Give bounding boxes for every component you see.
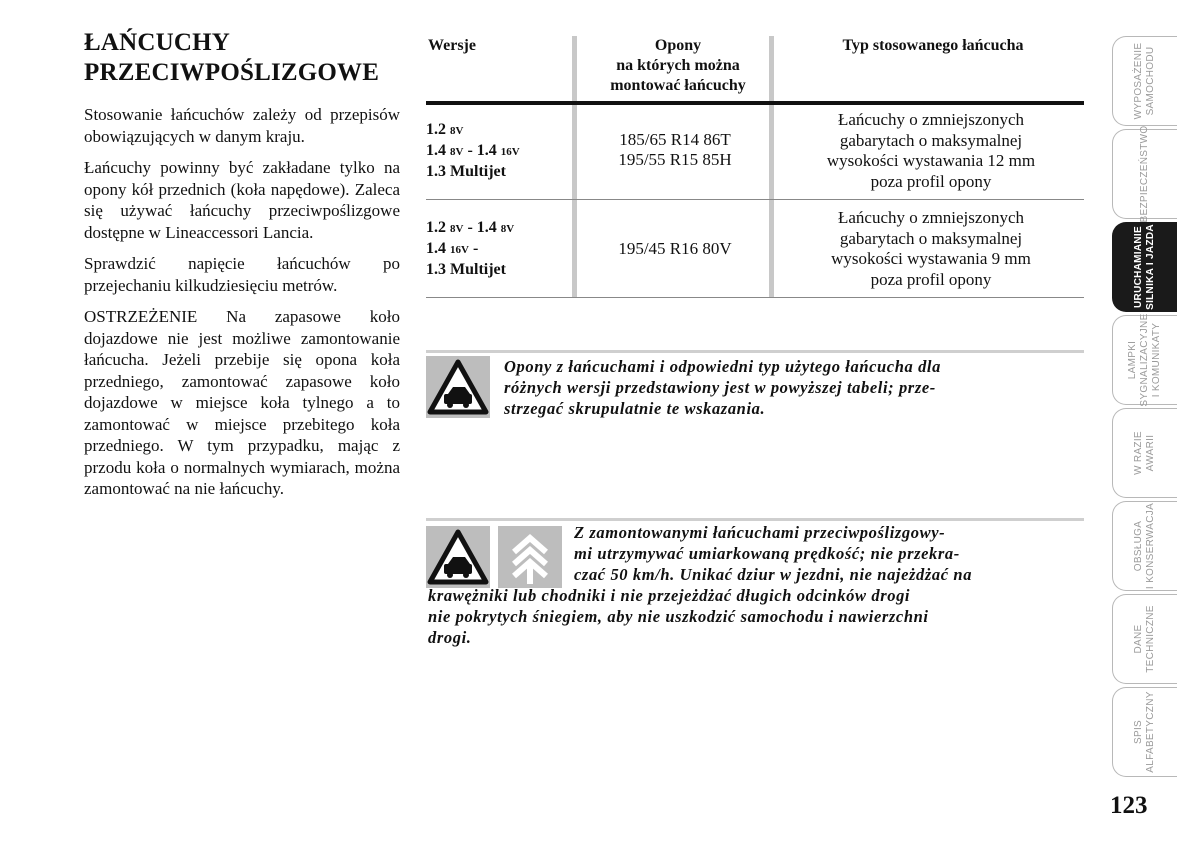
chain-text: poza profil opony <box>870 171 992 191</box>
tab-wyposazenie[interactable] <box>1112 36 1177 126</box>
header-rule <box>426 101 1084 105</box>
version-sub: 16V <box>500 146 520 158</box>
tab-label: BEZPIECZEŃSTWO <box>1139 125 1150 223</box>
warning-text-2-full <box>428 585 1084 648</box>
header-tyres-line1: Opony <box>654 37 702 54</box>
warning-rule <box>426 350 1084 353</box>
paragraph-1: Stosowanie łańcuchów zależy od przepisów obowiązujących w danym kraju. <box>84 105 400 146</box>
warning-box-1 <box>426 350 1084 430</box>
version-text: 1.3 Multijet <box>426 163 506 180</box>
warning-line: Opony z łańcuchami i odpowiedni typ użytego łańcucha dla <box>504 357 941 376</box>
version-text: 1.4 <box>476 219 497 236</box>
warning-line: krawężniki lub chodniki i nie przejeżdżać długich odcinków drogi <box>428 586 911 605</box>
version-sep: - <box>468 240 479 257</box>
tyre-size: 185/65 R14 86T <box>619 130 731 149</box>
version-sep: - <box>463 219 477 236</box>
header-tyres <box>578 36 778 96</box>
tab-dane-techniczne[interactable] <box>1112 594 1177 684</box>
chevrons-up-icon <box>498 526 562 588</box>
paragraph-warning: OSTRZEŻENIE Na zapasowe koło dojazdowe nie jest możliwe zamontowanie łańcucha. Jeżeli przebije się opona koła przedniego, zamontować zapasowe koło dojazdowe w miejsce koła tylnego a to zamontować w miejsce przebitego koła przedniego. W tym przypadku, mając z przodu koła o normalnych wymiarach, można zamontować na nie łańcuchy. <box>84 307 400 498</box>
version-text: 1.2 <box>426 219 446 236</box>
chain-text: Łańcuchy o zmniejszonych <box>838 208 1024 227</box>
row-divider <box>426 297 1084 298</box>
header-tyres-line2: na których można <box>616 57 740 74</box>
version-sub: 8V <box>450 146 464 158</box>
header-chain-type: Typ stosowanego łańcucha <box>842 37 1024 54</box>
section-title <box>84 28 400 88</box>
row-versions <box>426 120 520 182</box>
warning-box-2 <box>426 518 1084 658</box>
header-tyres-line3: montować łańcuchy <box>610 77 746 94</box>
section-title-line2: PRZECIWPOŚLIZGOWE <box>84 59 380 86</box>
version-text: 1.4 <box>476 142 497 159</box>
tab-label: LAMPKI SYGNALIZACYJNE I KOMUNIKATY <box>1127 313 1162 407</box>
tab-bezpieczenstwo[interactable] <box>1112 125 1177 223</box>
page-number: 123 <box>1110 792 1148 819</box>
tab-label: W RAZIE AWARII <box>1133 431 1156 475</box>
warning-line: strzegać skrupulatnie te wskazania. <box>504 399 766 418</box>
row-tyres <box>578 239 772 259</box>
warning-line: drogi. <box>428 628 472 647</box>
tab-label: OBSŁUGA I KONSERWACJA <box>1133 502 1156 590</box>
tab-label: DANE TECHNICZNE <box>1133 605 1156 673</box>
version-text: 1.2 <box>426 121 446 138</box>
version-sub: 8V <box>500 223 515 235</box>
version-text: 1.4 <box>426 240 446 257</box>
tab-label: URUCHAMIANIE SILNIKA I JAZDA <box>1133 224 1156 310</box>
tab-label: WYPOSAŻENIE SAMOCHODU <box>1133 42 1156 120</box>
version-sub: 8V <box>450 223 464 235</box>
warning-line: mi utrzymywać umiarkowaną prędkość; nie przekra- <box>574 544 960 563</box>
row-chain-type <box>778 208 1084 290</box>
row-chain-type <box>778 110 1084 192</box>
header-versions: Wersje <box>428 37 476 54</box>
tab-w-razie-awarii[interactable] <box>1112 408 1177 498</box>
version-sub: 8V <box>450 125 464 137</box>
table-header <box>426 36 1084 100</box>
warning-car-icon <box>426 526 490 588</box>
section-title-line1: ŁAŃCUCHY <box>84 29 231 56</box>
tab-label: SPIS ALFABETYCZNY <box>1133 691 1156 773</box>
paragraph-3: Sprawdzić napięcie łańcuchów po przejechaniu kilkudziesięciu metrów. <box>84 254 400 295</box>
row-tyres <box>578 130 772 170</box>
tyre-size: 195/45 R16 80V <box>618 239 732 258</box>
left-column <box>84 28 400 510</box>
chain-text: gabarytach o maksymalnej <box>839 130 1023 150</box>
warning-line: czać 50 km/h. Unikać dziur w jezdni, nie najeżdżać na <box>574 565 973 584</box>
row-versions <box>426 218 514 280</box>
version-sep: - <box>463 142 477 159</box>
warning-line: Z zamontowanymi łańcuchami przeciwpoślizgowy- <box>574 523 946 542</box>
warning-text-1 <box>504 356 1084 419</box>
chains-table <box>426 36 1084 289</box>
tab-spis-alfabetyczny[interactable] <box>1112 687 1177 777</box>
warning-line: nie pokrytych śniegiem, aby nie uszkodzić samochodu i nawierzchni <box>428 607 929 626</box>
warning-car-icon <box>426 356 490 418</box>
chain-text: Łańcuchy o zmniejszonych <box>838 110 1024 129</box>
chain-text: wysokości wystawania 9 mm <box>831 249 1031 268</box>
warning-text-2-right <box>574 522 1084 585</box>
tab-obsluga[interactable] <box>1112 501 1177 591</box>
tab-uruchamianie[interactable] <box>1112 222 1177 312</box>
version-sub: 16V <box>450 244 469 256</box>
version-text: 1.4 <box>426 142 446 159</box>
chain-text: wysokości wystawania 12 mm <box>826 151 1036 170</box>
warning-line: różnych wersji przedstawiony jest w powyższej tabeli; prze- <box>504 378 936 397</box>
version-text: 1.3 Multijet <box>426 261 506 278</box>
warning-rule <box>426 518 1084 521</box>
tab-lampki[interactable] <box>1112 315 1177 405</box>
tyre-size: 195/55 R15 85H <box>618 150 732 169</box>
chain-text: poza profil opony <box>870 269 992 289</box>
chain-text: gabarytach o maksymalnej <box>839 228 1023 248</box>
paragraph-2: Łańcuchy powinny być zakładane tylko na opony kół przednich (koła napędowe). Zaleca się używać łańcuchy przeciwpoślizgowe dostępne w Lineaccessori Lancia. <box>84 158 400 242</box>
row-divider <box>426 199 1084 200</box>
